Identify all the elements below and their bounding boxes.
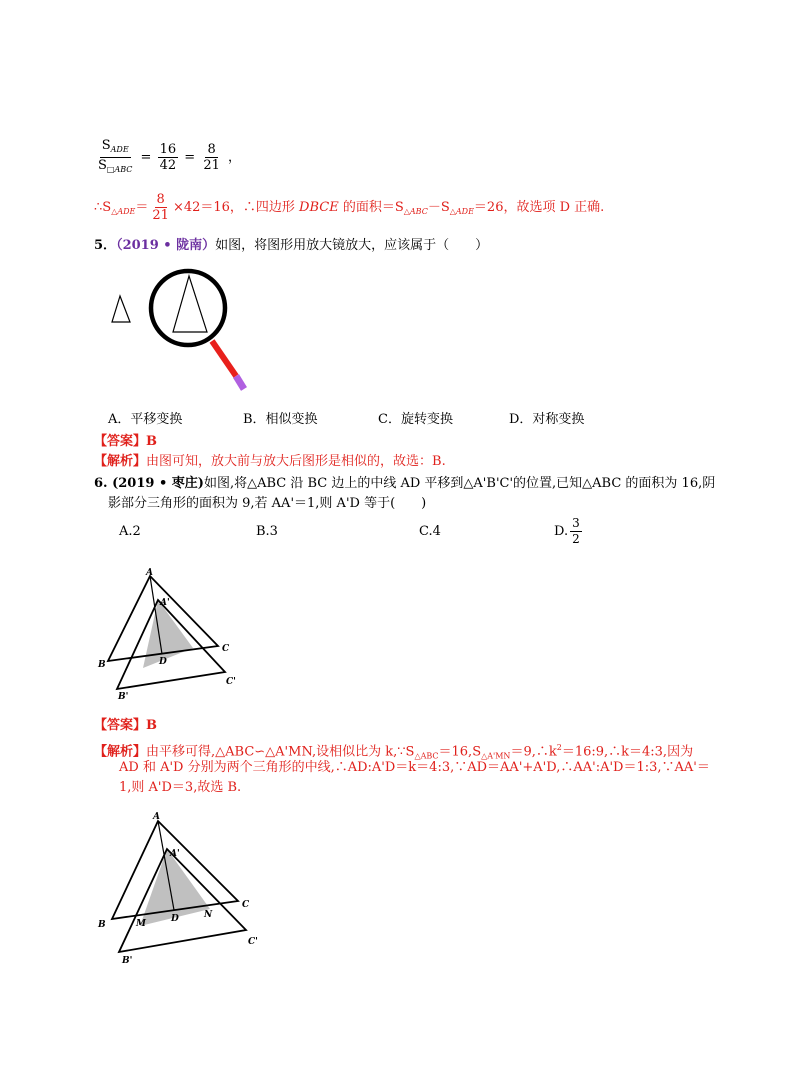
label-d: D — [159, 657, 167, 667]
label-c-prime: C' — [226, 677, 236, 687]
fraction-area-ratio: $\frac{S_{ADE}}{S_{□ABC}}$ — [98, 138, 133, 174]
q6-stem-line2: 影部分三角形的面积为 9,若 AA'＝1,则 A'D 等于( ) — [108, 496, 427, 511]
label2-c: C — [242, 900, 250, 910]
q6-option-d[interactable]: D. $\frac{3}{2}$ — [554, 516, 580, 546]
label2-c-prime: C' — [248, 937, 258, 947]
fraction-8-21-conclusion: $\frac{8}{21}$ — [152, 192, 169, 223]
fraction-8-21: $\frac{8}{21}$ — [203, 142, 220, 173]
label2-n: N — [204, 910, 213, 920]
q5-option-b[interactable]: B．相似变换 — [243, 412, 318, 427]
magnifier-handle — [212, 341, 236, 376]
conclusion-line: $\therefore S_{\triangle ADE}=$ $\frac{8}{21}$ ×42＝16，∴四边形 DBCE 的面积$=S_{\triangle ABC}-S_{\triangle ADE}=26$，故选项 D 正确. — [94, 192, 605, 223]
label2-b-prime: B' — [122, 956, 133, 966]
label-b: B — [98, 660, 106, 670]
magnifier-figure — [100, 264, 260, 398]
q6-option-b[interactable]: B.3 — [256, 524, 278, 539]
label2-d: D — [171, 914, 179, 924]
q6-answer: 【答案】B — [94, 718, 158, 733]
q6-analysis-line1: 【解析】由平移可得,△ABC∽△A'MN,设相似比为 $k,\because S_{\triangle ABC}=16,S_{\triangle A'MN}=9,\therefore k^2=16:9,\therefore k=4:3$,因为 — [94, 743, 694, 761]
q5-answer: 【答案】B — [94, 434, 158, 449]
q6-option-c[interactable]: C.4 — [419, 524, 441, 539]
label2-a-prime: A' — [170, 849, 180, 859]
q5-option-a[interactable]: A．平移变换 — [108, 412, 183, 427]
magnified-triangle — [173, 276, 207, 332]
label-a-prime: A' — [160, 598, 170, 608]
q6-analysis-line2: AD 和 A'D 分别为两个三角形的中线,∴AD:A'D＝k＝4:3,∵AD＝AA'+A'D,∴AA':A'D＝1:3,∵AA'＝ — [119, 760, 710, 775]
label-c: C — [222, 644, 230, 654]
fraction-3-2: $\frac{3}{2}$ — [572, 516, 580, 546]
fraction-16-42: $\frac{16}{42}$ — [159, 142, 177, 173]
label2-a: A — [153, 812, 160, 822]
label-a: A — [146, 568, 153, 578]
q5-option-c[interactable]: C．旋转变换 — [378, 412, 453, 427]
q6-figure-1 — [90, 564, 250, 704]
small-triangle — [112, 296, 130, 322]
q6-option-a[interactable]: A.2 — [119, 524, 141, 539]
label-b-prime: B' — [118, 692, 129, 702]
q5-stem: 5．（2019 • 陇南）如图，将图形用放大镜放大，应该属于（ ） — [94, 238, 489, 253]
q5-option-d[interactable]: D．对称变换 — [509, 412, 585, 427]
q6-analysis-line3: 1,则 A'D＝3,故选 B. — [119, 780, 242, 795]
q6-stem-line1: 6. (2019 • 枣庄)如图,将△ABC 沿 BC 边上的中线 AD 平移到△A'B'C'的位置,已知△ABC 的面积为 16,阴 — [94, 476, 716, 491]
label2-m: M — [136, 919, 146, 929]
magnifier-handle-tip — [236, 376, 244, 389]
q5-analysis: 【解析】由图可知，放大前与放大后图形是相似的，故选：B. — [94, 454, 446, 469]
q6-figure-2 — [90, 806, 265, 966]
top-formula: $\frac{S_{ADE}}{S_{□ABC}}$ = $\frac{16}{42}$ = $\frac{8}{21}$ ， — [94, 138, 241, 177]
label2-b: B — [98, 920, 106, 930]
lens-circle — [151, 271, 225, 345]
